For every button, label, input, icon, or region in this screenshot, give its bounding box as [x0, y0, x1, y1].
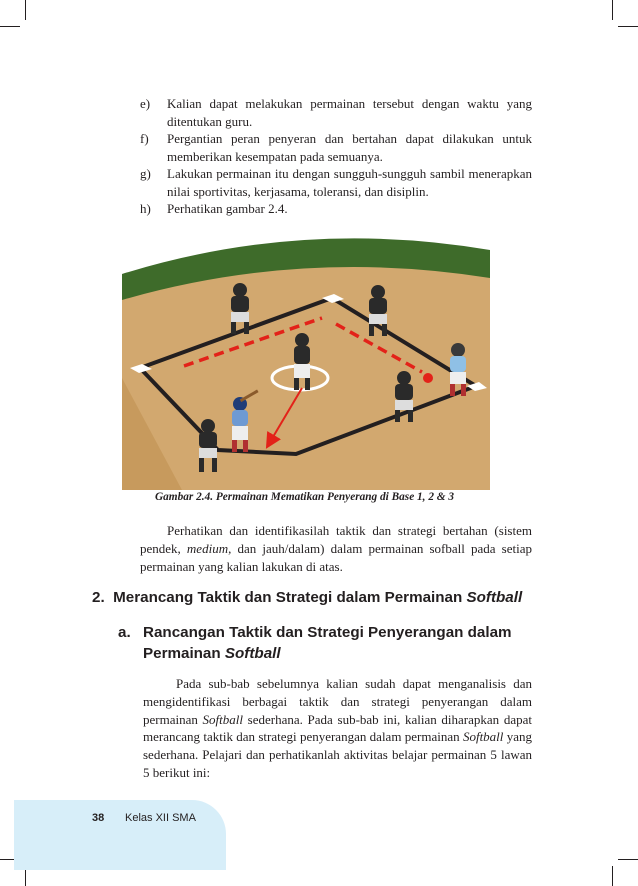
ball-marker [423, 373, 433, 383]
crop-mark [612, 0, 613, 20]
figure-caption: Gambar 2.4. Permainan Mematikan Penyerang di Base 1, 2 & 3 [155, 491, 455, 503]
list-item: f) Pergantian peran penyeran dan bertahan dapat dilakukan untuk memberikan kesempatan pada semuanya. [140, 131, 532, 164]
paragraph: Perhatikan dan identifikasilah taktik dan strategi bertahan (sistem pendek, medium, dan jauh/dalam) dalam permainan sofball pada setiap permainan yang kalian lakukan di atas. [140, 523, 532, 574]
page-number: 38 [92, 812, 105, 824]
softball-field-illustration [122, 228, 490, 490]
list-item: e) Kalian dapat melakukan permainan tersebut dengan waktu yang ditentukan guru. [140, 96, 532, 129]
paragraph: Pada sub-bab sebelumnya kalian sudah dapat menganalisis dan mengidentifikasi berbagai taktik dan strategi penyerangan dalam permainan Softball sederhana. Pada sub-bab ini, kalian diharapkan dapat merancang taktik dan strategi penyerangan dalam permainan Softball yang sederhana. Pelajari dan perhatikanlah aktivitas belajar permainan 5 lawan 5 berikut ini: [143, 676, 532, 780]
footer-label: Kelas XII SMA [125, 812, 196, 824]
crop-mark [25, 0, 26, 20]
crop-mark [612, 866, 613, 886]
instruction-list [140, 95, 532, 218]
footer-background [14, 800, 226, 870]
section-heading: 2. Merancang Taktik dan Strategi dalam Permainan Softball [92, 589, 523, 606]
list-item: h) Perhatikan gambar 2.4. [140, 201, 288, 216]
crop-mark [618, 26, 638, 27]
list-item: g) Lakukan permainan itu dengan sungguh-sungguh sambil menerapkan nilai sportivitas, kerjasama, toleransi, dan disiplin. [140, 166, 532, 199]
crop-mark [618, 859, 638, 860]
crop-mark [0, 26, 20, 27]
field-diagram [122, 228, 490, 490]
